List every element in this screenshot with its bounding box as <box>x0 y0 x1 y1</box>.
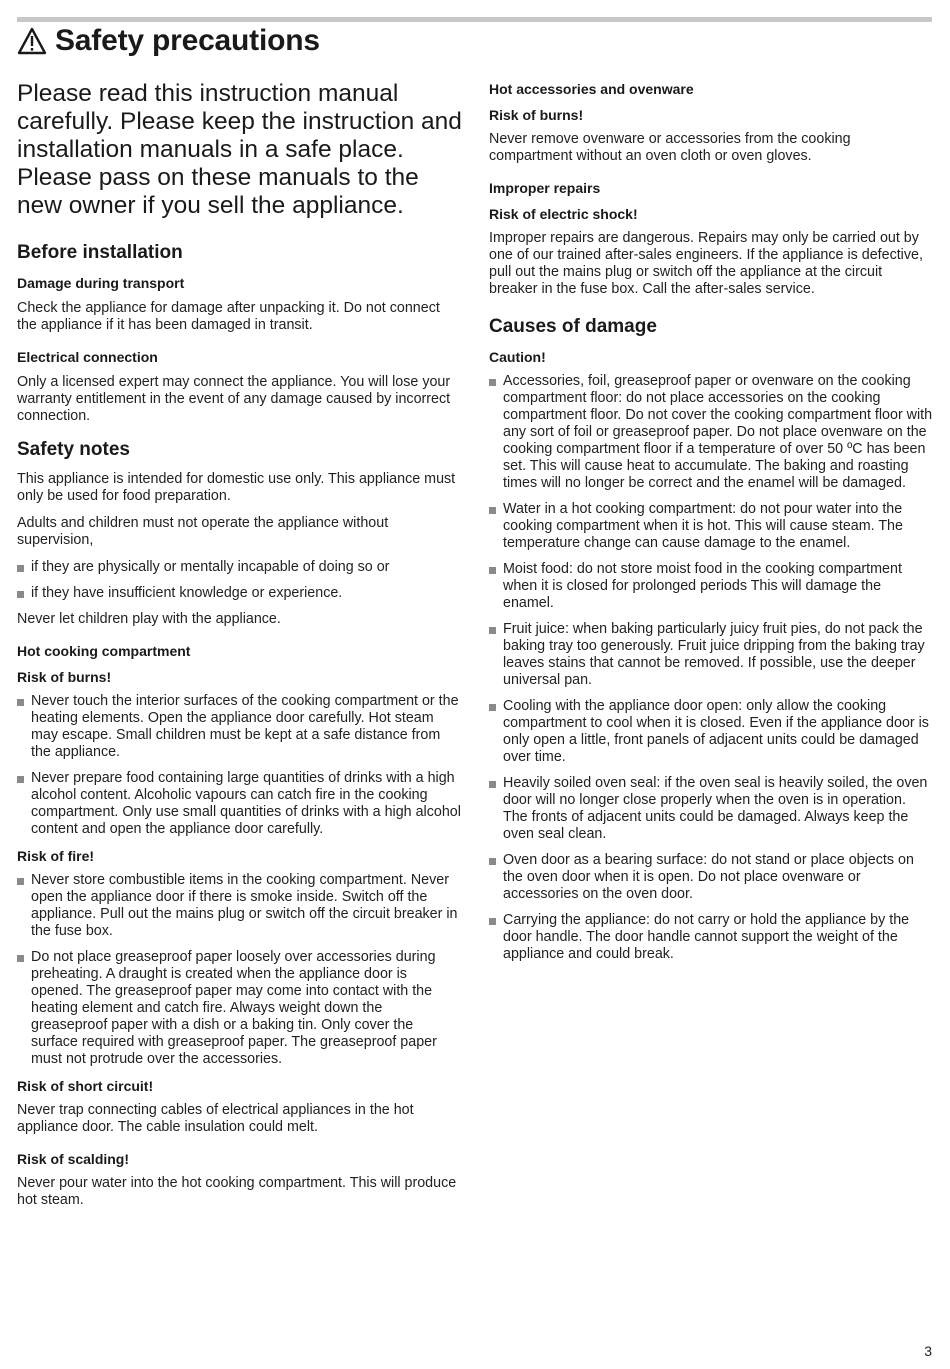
damage-transport-heading: Damage during transport <box>17 275 185 291</box>
list-item: Heavily soiled oven seal: if the oven seal is heavily soiled, the oven door will no longer close properly when the oven is in operation. The fronts of adjacent units could be damaged. Always keep the oven seal clean. <box>489 775 933 843</box>
improper-repairs-text: Improper repairs are dangerous. Repairs may only be carried out by one of our trained after-sales engineers. If the appliance is defective, pull out the mains plug or switch off the appliance at the circuit breaker in the fuse box. Call the after-sales service. <box>489 230 923 297</box>
warning-triangle-icon <box>17 27 47 55</box>
risk-scalding-heading: Risk of scalding! <box>17 1151 130 1167</box>
list-item: Never store combustible items in the cooking compartment. Never open the appliance door if there is smoke inside. Switch off the appliance. Pull out the mains plug or switch off the circuit breaker in the fuse box. <box>17 872 462 940</box>
right-column <box>489 80 933 972</box>
caution-label: Caution! <box>489 349 546 365</box>
hot-cooking-heading: Hot cooking compartment <box>17 643 191 659</box>
list-item: Cooling with the appliance door open: only allow the cooking compartment to cool when it is closed. Even if the appliance door is only open a little, front panels of adjacent units could be damaged over time. <box>489 698 933 766</box>
risk-fire-list <box>17 872 462 1068</box>
electrical-connection-heading: Electrical connection <box>17 349 158 365</box>
safety-notes-p3: Never let children play with the appliance. <box>17 611 281 627</box>
hot-accessories-text: Never remove ovenware or accessories from the cooking compartment without an oven cloth or oven gloves. <box>489 131 851 164</box>
hot-accessories-heading: Hot accessories and ovenware <box>489 81 694 97</box>
list-item: Do not place greaseproof paper loosely over accessories during preheating. A draught is created when the appliance door is opened. The greaseproof paper may come into contact with the heating element and catch fire. Always weight down the greaseproof paper with a dish or a baking tin. Only cover the surface required with greaseproof paper. The greaseproof paper must not protrude over the accessories. <box>17 949 462 1068</box>
risk-short-circuit-text: Never trap connecting cables of electrical appliances in the hot appliance door. The cable insulation could melt. <box>17 1102 414 1135</box>
page-title <box>17 24 320 58</box>
causes-of-damage-list <box>489 373 933 963</box>
intro-paragraph: Please read this instruction manual carefully. Please keep the instruction and installation manuals in a safe place. Please pass on these manuals to the new owner if you sell the appliance. <box>17 80 462 219</box>
top-rule <box>17 17 932 22</box>
list-item: if they have insufficient knowledge or experience. <box>17 585 462 602</box>
hot-accessories-sub: Risk of burns! <box>489 107 584 123</box>
risk-burns-list <box>17 693 462 838</box>
before-installation-heading: Before installation <box>17 242 183 263</box>
electrical-connection-text: Only a licensed expert may connect the appliance. You will lose your warranty entitlement in the event of any damage caused by incorrect connection. <box>17 374 451 424</box>
safety-notes-p1: This appliance is intended for domestic use only. This appliance must only be used for food preparation. <box>17 471 456 504</box>
safety-notes-heading: Safety notes <box>17 439 130 460</box>
list-item: Carrying the appliance: do not carry or hold the appliance by the door handle. The door handle cannot support the weight of the appliance and could break. <box>489 912 933 963</box>
list-item: if they are physically or mentally incapable of doing so or <box>17 559 462 576</box>
list-item: Fruit juice: when baking particularly juicy fruit pies, do not pack the baking tray too generously. Fruit juice dripping from the baking tray leaves stains that cannot be removed. If possible, use the deeper universal pan. <box>489 621 933 689</box>
risk-short-circuit-heading: Risk of short circuit! <box>17 1078 154 1094</box>
list-item: Accessories, foil, greaseproof paper or ovenware on the cooking compartment floor: do not place accessories on the cooking compartment floor. Do not cover the cooking compartment floor with any sort of foil or greaseproof paper. Do not place ovenware on the cooking compartment floor if a temperature of over 50 ºC has been set. This will cause heat to accumulate. The baking and roasting times will no longer be correct and the enamel will be damaged. <box>489 373 933 492</box>
list-item: Never touch the interior surfaces of the cooking compartment or the heating elements. Open the appliance door carefully. Hot steam may escape. Small children must be kept at a safe distance from the appliance. <box>17 693 462 761</box>
left-column <box>17 80 462 1219</box>
risk-fire-heading: Risk of fire! <box>17 848 95 864</box>
list-item: Moist food: do not store moist food in the cooking compartment when it is closed for prolonged periods This will damage the enamel. <box>489 561 933 612</box>
list-item: Oven door as a bearing surface: do not stand or place objects on the oven door when it is open. Do not place ovenware or accessories on the oven door. <box>489 852 933 903</box>
safety-notes-list <box>17 559 462 602</box>
safety-notes-p2: Adults and children must not operate the appliance without supervision, <box>17 515 389 548</box>
causes-of-damage-heading: Causes of damage <box>489 316 657 337</box>
risk-burns-heading: Risk of burns! <box>17 669 112 685</box>
list-item: Water in a hot cooking compartment: do not pour water into the cooking compartment when it is hot. This will cause steam. The temperature change can cause damage to the enamel. <box>489 501 933 552</box>
page-number: 3 <box>924 1343 932 1359</box>
page-title-text: Safety precautions <box>55 24 320 57</box>
improper-repairs-sub: Risk of electric shock! <box>489 206 638 222</box>
damage-transport-text: Check the appliance for damage after unpacking it. Do not connect the appliance if it has been damaged in transit. <box>17 300 440 333</box>
list-item: Never prepare food containing large quantities of drinks with a high alcohol content. Alcoholic vapours can catch fire in the cooking compartment. Only use small quantities of drinks with a high alcohol content and open the appliance door carefully. <box>17 770 462 838</box>
improper-repairs-heading: Improper repairs <box>489 180 601 196</box>
risk-scalding-text: Never pour water into the hot cooking compartment. This will produce hot steam. <box>17 1175 457 1208</box>
